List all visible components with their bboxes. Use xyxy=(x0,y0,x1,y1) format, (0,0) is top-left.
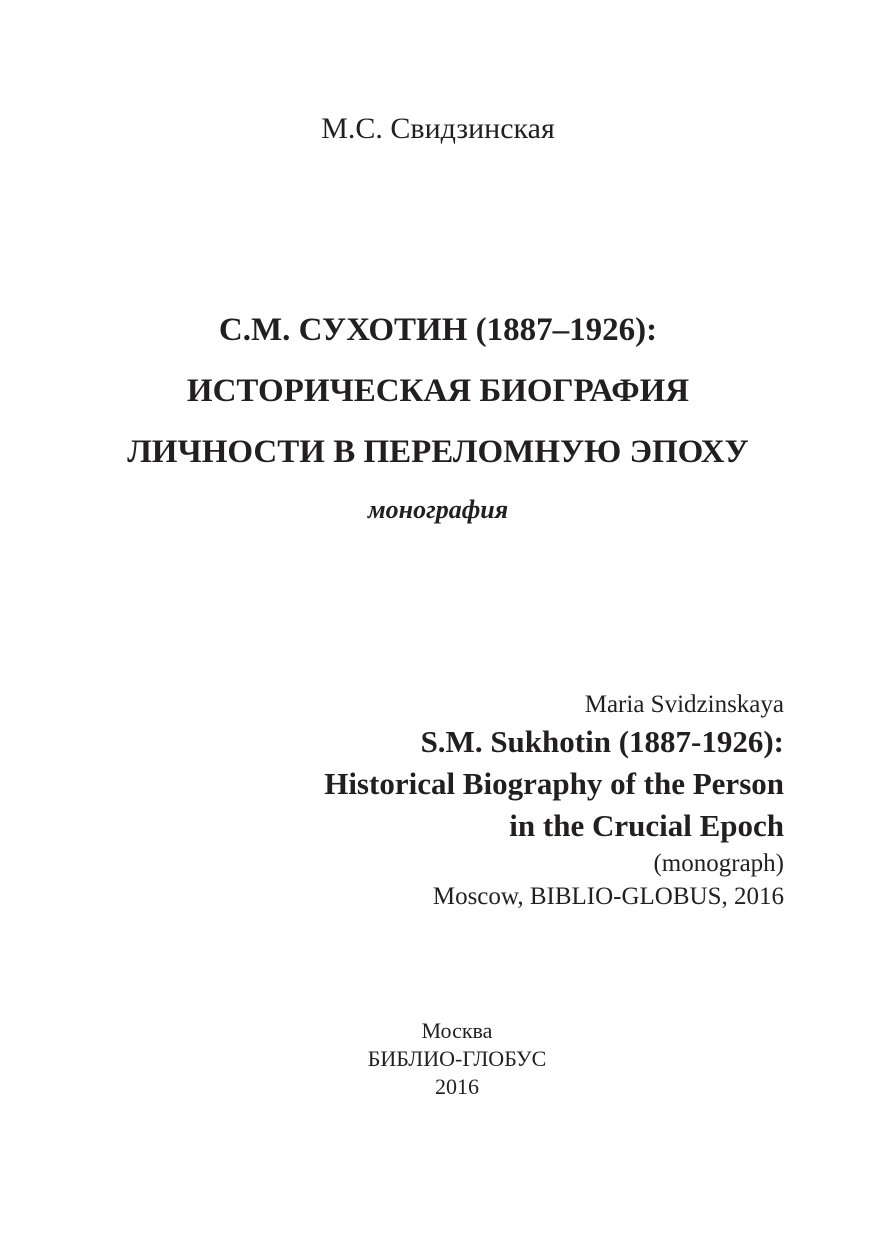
title-ru-line-3: ЛИЧНОСТИ В ПЕРЕЛОМНУЮ ЭПОХУ xyxy=(127,434,749,470)
imprint-publisher: БИБЛИО-ГЛОБУС xyxy=(367,1046,547,1071)
title-en-line-2: Historical Biography of the Person xyxy=(324,766,784,801)
title-en-line-1: S.M. Sukhotin (1887-1926): xyxy=(420,724,784,759)
title-ru-line-2: ИСТОРИЧЕСКАЯ БИОГРАФИЯ xyxy=(186,373,690,409)
title-ru-line-1: С.М. СУХОТИН (1887–1926): xyxy=(218,312,658,348)
publisher-line-en: Moscow, BIBLIO-GLOBUS, 2016 xyxy=(432,883,784,910)
author-ru: М.С. Свидзинская xyxy=(321,112,555,145)
imprint xyxy=(337,1017,577,1101)
genre-ru: монография xyxy=(367,495,509,524)
author-en: Maria Svidzinskaya xyxy=(584,691,784,718)
imprint-city: Москва xyxy=(421,1018,493,1043)
genre-en: (monograph) xyxy=(653,850,784,877)
imprint-year: 2016 xyxy=(435,1074,479,1099)
title-en-line-3: in the Crucial Epoch xyxy=(509,808,784,843)
english-title-block xyxy=(324,688,784,913)
